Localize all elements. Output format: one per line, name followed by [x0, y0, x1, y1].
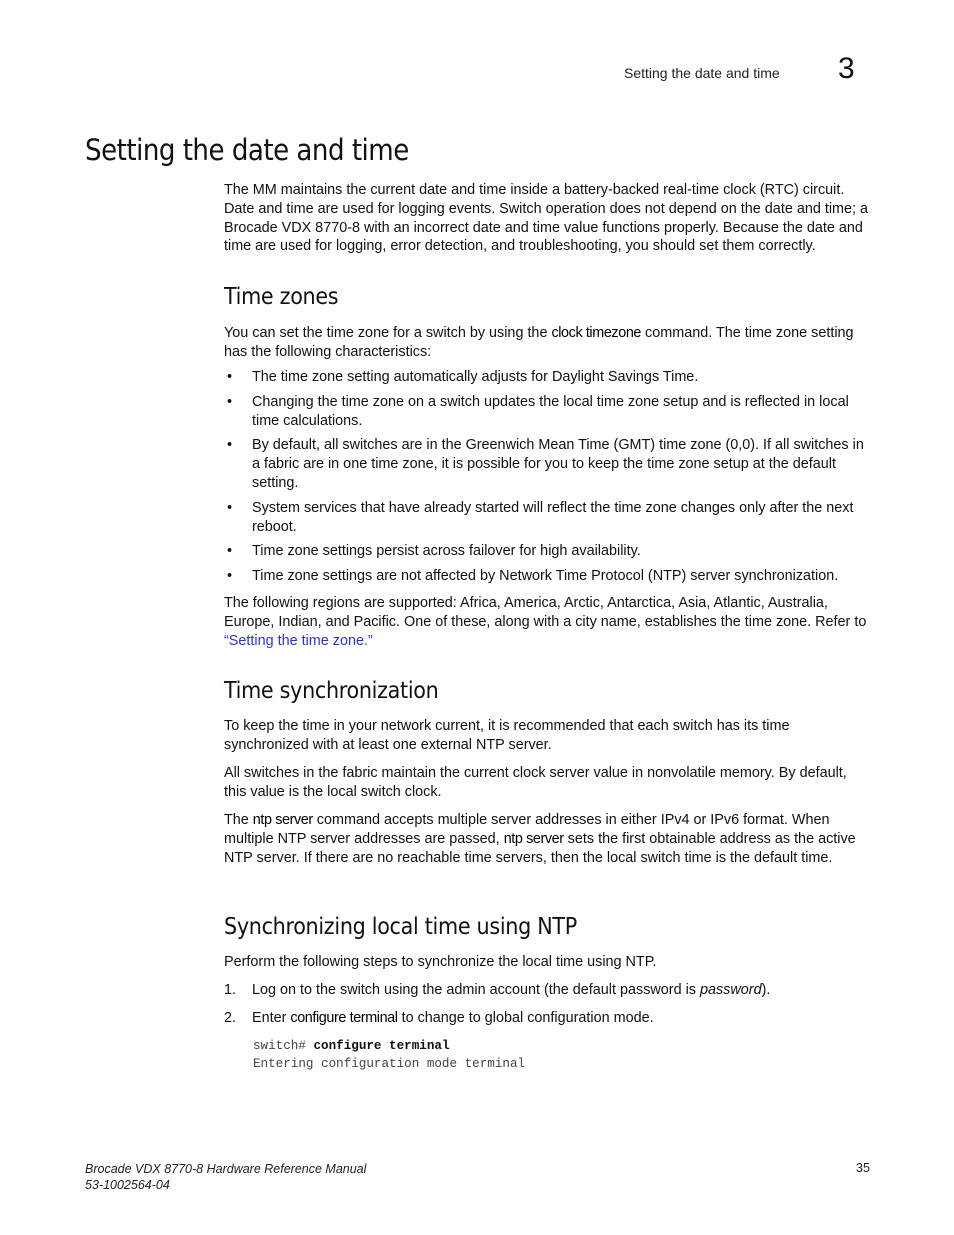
- regions-paragraph: The following regions are supported: Africa, America, Arctic, Antarctica, Asia, Atlantic, Australia, Europe, Indian, and Pacific. One of these, along with a city name, establishes the time zone. Refer to “Setting the time zone.”: [224, 595, 867, 649]
- list-item: • Time zone settings are not affected by Network Time Protocol (NTP) server synchronization.: [227, 568, 839, 585]
- section-title: Setting the date and time: [85, 133, 409, 167]
- list-item: • Time zone settings persist across failover for high availability.: [227, 543, 641, 560]
- setting-time-zone-link[interactable]: “Setting the time zone.”: [224, 632, 373, 649]
- code-line-command: switch# configure terminal: [253, 1039, 450, 1053]
- section-intro: The MM maintains the current date and time inside a battery-backed real-time clock (RTC) circuit. Date and time are used for logging events. Switch operation does not depend on the date and time; a Brocade VDX 8770-8 with an incorrect date and time value functions properly. Because the date and time are used for logging, error detection, and troubleshooting, you should set them correctly.: [224, 182, 869, 255]
- code-line-output: Entering configuration mode terminal: [253, 1056, 526, 1071]
- footer-doc-number: 53-1002564-04: [85, 1178, 170, 1192]
- time-sync-paragraph-2: All switches in the fabric maintain the current clock server value in nonvolatile memory. By default, this value is the local switch clock.: [224, 765, 847, 800]
- bullet-icon: •: [227, 369, 233, 385]
- bullet-icon: •: [227, 393, 233, 410]
- step-item: 2. Enter configure terminal to change to global configuration mode.: [224, 1009, 654, 1026]
- time-sync-paragraph-1: To keep the time in your network current, it is recommended that each switch has its time synchronized with at least one external NTP server.: [224, 718, 790, 753]
- bullet-icon: •: [227, 437, 233, 454]
- bullet-icon: •: [227, 568, 233, 585]
- procedure-steps: [224, 981, 870, 1037]
- footer-manual-title: Brocade VDX 8770-8 Hardware Reference Manual: [85, 1162, 367, 1176]
- chapter-number: 3: [838, 52, 855, 85]
- code-example: [253, 1038, 525, 1073]
- command-ntp-server: ntp server: [503, 830, 564, 847]
- heading-time-synchronization: Time synchronization: [224, 678, 439, 704]
- command-clock-timezone: clock timezone: [551, 325, 642, 341]
- step-item: 1. Log on to the switch using the admin account (the default password is password).: [224, 982, 771, 998]
- footer: [85, 1161, 366, 1193]
- command-configure-terminal: configure terminal: [290, 1009, 398, 1026]
- command-ntp-server: ntp server: [252, 812, 313, 828]
- password-emphasis: password: [699, 982, 762, 998]
- sync-ntp-intro: Perform the following steps to synchronize the local time using NTP.: [224, 954, 657, 970]
- time-zones-paragraph: You can set the time zone for a switch by using the clock timezone command. The time zone setting has the following characteristics:: [224, 325, 854, 360]
- time-zone-characteristics-list: [224, 368, 870, 592]
- heading-sync-local-time-ntp: Synchronizing local time using NTP: [224, 914, 577, 940]
- step-number: 1.: [224, 982, 237, 998]
- list-item: • The time zone setting automatically adjusts for Daylight Savings Time.: [227, 369, 699, 385]
- step-number: 2.: [224, 1009, 237, 1026]
- list-item: • System services that have already started will reflect the time zone changes only after the next reboot.: [227, 499, 854, 535]
- running-header-title: Setting the date and time: [624, 65, 780, 81]
- bullet-icon: •: [227, 543, 233, 560]
- time-sync-paragraph-3: The ntp server command accepts multiple server addresses in either IPv4 or IPv6 format. When multiple NTP server addresses are passed, ntp server sets the first obtainable address as the active NTP server. If there are no reachable time servers, then the local switch time is the default time.: [224, 812, 856, 866]
- list-item: • Changing the time zone on a switch updates the local time zone setup and is reflected in local time calculations.: [227, 393, 849, 429]
- list-item: • By default, all switches are in the Greenwich Mean Time (GMT) time zone (0,0). If all switches in a fabric are in one time zone, it is possible for you to keep the time zone setup at the default setting.: [227, 437, 864, 491]
- bullet-icon: •: [227, 499, 233, 516]
- heading-time-zones: Time zones: [224, 284, 339, 310]
- page-number: 35: [856, 1161, 870, 1175]
